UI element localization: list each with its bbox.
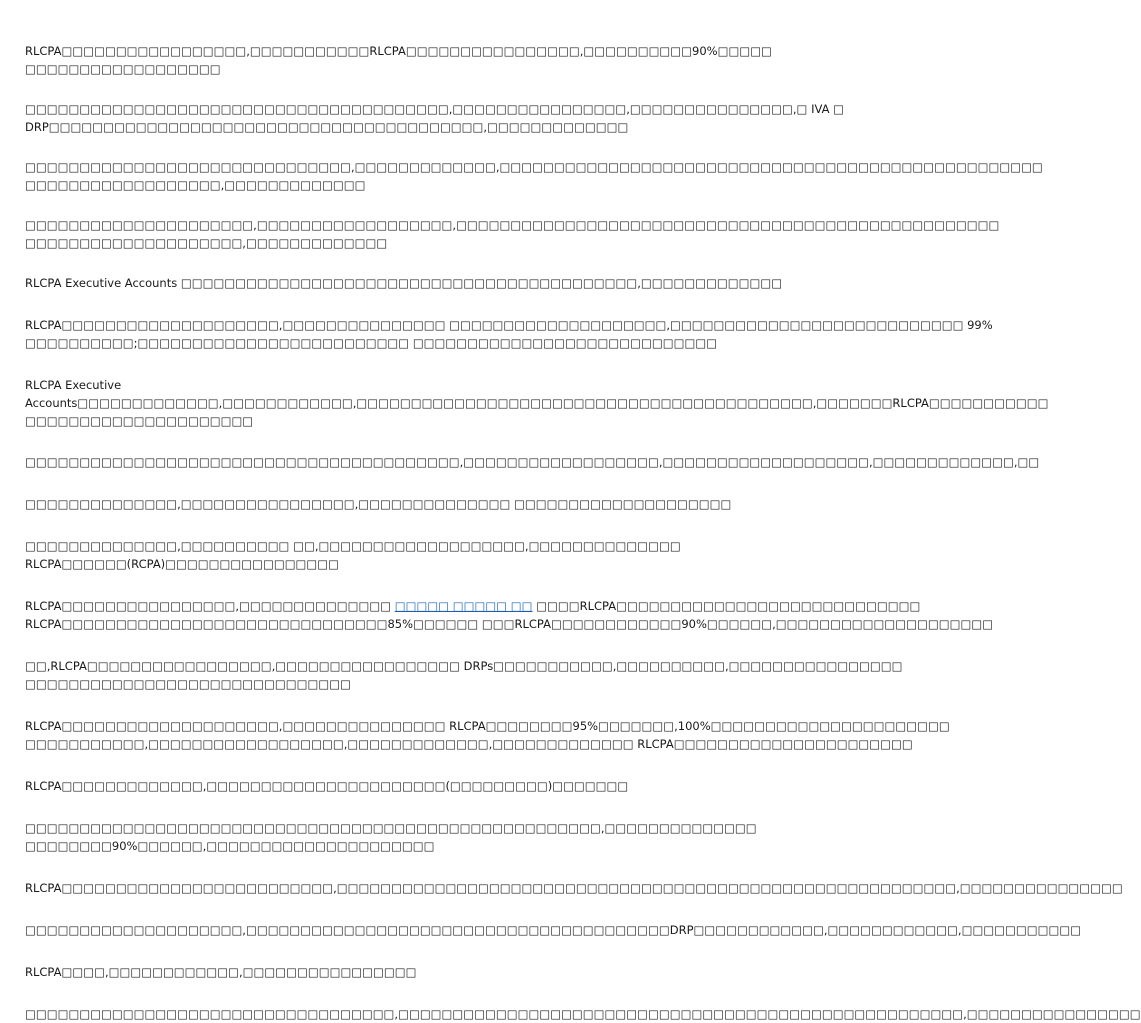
paragraph-line: RLCPA□□□□□□□□□□□□□□□□□,□□□□□□□□□□□RLCPA□□□□□□□□□□□□□□□□,□□□□□□□□□□90%□□□□□ <box>25 44 772 58</box>
paragraph-line: □□□□□□□□□□□□□□□□□□□□□□□□□□□□□□□□□□□□□□□,□□□□□□□□□□□□□□□□,□□□□□□□□□□□□□□□,□ IVA □ <box>25 102 844 116</box>
paragraph-3 <box>25 158 1043 194</box>
paragraph-line: □□□□□□□□□□□□□□□□□□□□,□□□□□□□□□□□□□ <box>25 236 388 250</box>
paragraph-line: □□□□□□□□□□□□□□□□□□□□□□□□□□□□□□□□□□□□□□□□□□□□□□□□□□□□□,□□□□□□□□□□□□□□ <box>25 821 757 835</box>
document-body <box>25 42 1141 1023</box>
paragraph-line: DRP□□□□□□□□□□□□□□□□□□□□□□□□□□□□□□□□□□□□□□□□,□□□□□□□□□□□□□ <box>25 120 629 134</box>
paragraph-13 <box>25 717 950 753</box>
paragraph-line: □□□□□□□□□□□□□□□□□□□□,□□□□□□□□□□□□□□□□□□□□□□□□□□□□□□□□□□□□□□□DRP□□□□□□□□□□□□,□□□□□□□□□□□□,□□□□□□□□□□□ <box>25 923 1082 937</box>
paragraph-line: □□□□□□□□□□□□□□□□□□,□□□□□□□□□□□□□ <box>25 178 366 192</box>
paragraph-line: RLCPA Executive <box>25 378 122 392</box>
paragraph-1 <box>25 42 772 78</box>
paragraph-18 <box>25 963 720 981</box>
paragraph-6 <box>25 316 993 352</box>
paragraph-line: □□,RLCPA□□□□□□□□□□□□□□□□□,□□□□□□□□□□□□□□□□□ DRPs□□□□□□□□□□□,□□□□□□□□□□,□□□□□□□□□□□□□□□□ <box>25 659 903 673</box>
paragraph-19 <box>25 1005 1141 1023</box>
paragraph-10 <box>25 537 720 573</box>
paragraph-4 <box>25 216 1000 252</box>
paragraph-16 <box>25 879 1123 897</box>
paragraph-line: RLCPA□□□□□□□□□□□□□,□□□□□□□□□□□□□□□□□□□□□□(□□□□□□□□□)□□□□□□□ <box>25 779 629 793</box>
paragraph-line: RLCPA□□□□□□(RCPA)□□□□□□□□□□□□□□□□ <box>25 557 340 571</box>
line-text: □□□□RLCPA□□□□□□□□□□□□□□□□□□□□□□□□□□□□ <box>532 599 921 613</box>
paragraph-line: RLCPA□□□□,□□□□□□□□□□□□,□□□□□□□□□□□□□□□□ <box>25 965 417 979</box>
paragraph-14 <box>25 777 720 795</box>
paragraph-8 <box>25 453 1040 471</box>
paragraph-12 <box>25 657 903 693</box>
paragraph-line: RLCPA□□□□□□□□□□□□□□□□□□□□□□□□□,□□□□□□□□□□□□□□□□□□□□□□□□□□□□□□□□□□□□□□□□□□□□□□□□□□□□□□□□□,□□□□□□□□□□□□□□□ <box>25 881 1123 895</box>
paragraph-15 <box>25 819 757 855</box>
paragraph-2 <box>25 100 844 136</box>
paragraph-9 <box>25 495 732 513</box>
paragraph-line: RLCPA□□□□□□□□□□□□□□□□□□□□,□□□□□□□□□□□□□□□ □□□□□□□□□□□□□□□□□□□□,□□□□□□□□□□□□□□□□□□□□□□□□□□□ 99% <box>25 318 993 332</box>
paragraph-line: □□□□□□□□90%□□□□□□,□□□□□□□□□□□□□□□□□□□□□ <box>25 839 435 853</box>
paragraph-line: □□□□□□□□□□□□□□,□□□□□□□□□□ □□,□□□□□□□□□□□□□□□□□□□,□□□□□□□□□□□□□□ <box>25 539 681 553</box>
paragraph-line: □□□□□□□□□□□□□□□□□□ <box>25 62 221 76</box>
paragraph-line: □□□□□□□□□□□□□□□□□□□□□,□□□□□□□□□□□□□□□□□□,□□□□□□□□□□□□□□□□□□□□□□□□□□□□□□□□□□□□□□□□□□□□□□□□□□ <box>25 218 1000 232</box>
paragraph-line: RLCPA Executive Accounts □□□□□□□□□□□□□□□□□□□□□□□□□□□□□□□□□□□□□□□□□□,□□□□□□□□□□□□□ <box>25 276 783 290</box>
paragraph-11 <box>25 597 994 633</box>
paragraph-5 <box>25 274 783 292</box>
paragraph-17 <box>25 921 1082 939</box>
paragraph-line: □□□□□□□□□□□□□□□□□□□□□□□□□□□□□□,□□□□□□□□□□□□□,□□□□□□□□□□□□□□□□□□□□□□□□□□□□□□□□□□□□□□□□□□□□□□□□□□ <box>25 160 1043 174</box>
paragraph-line: Accounts□□□□□□□□□□□□□,□□□□□□□□□□□□,□□□□□□□□□□□□□□□□□□□□□□□□□□□□□□□□□□□□□□□□□□,□□□□□□□RLCPA□□□□□□□□□□□ <box>25 396 1049 410</box>
paragraph-line: □□□□□□□□□□□□□□□□□□□□□ <box>25 414 254 428</box>
paragraph-line: □□□□□□□□□□□,□□□□□□□□□□□□□□□□□□,□□□□□□□□□□□□□,□□□□□□□□□□□□□ RLCPA□□□□□□□□□□□□□□□□□□□□□□ <box>25 737 913 751</box>
paragraph-line: □□□□□□□□□□□□□□□□□□□□□□□□□□□□□□ <box>25 677 351 691</box>
paragraph-line: □□□□□□□□□□□□□□□□□□□□□□□□□□□□□□□□□□,□□□□□□□□□□□□□□□□□□□□□□□□□□□□□□□□□□□□□□□□□□□□□□□□□□□□,□□□□□□□□□□□□□□□□ <box>25 1007 1141 1021</box>
line-text: RLCPA□□□□□□□□□□□□□□□□,□□□□□□□□□□□□□□ <box>25 599 395 613</box>
paragraph-line: RLCPA□□□□□□□□□□□□□□□□□□□□□□□□□□□□□□85%□□□□□□ □□□RLCPA□□□□□□□□□□□□90%□□□□□□,□□□□□□□□□□□□□□□□□□□□ <box>25 617 994 631</box>
inline-link[interactable]: □□□□□ □□□□□ □□ <box>394 599 533 613</box>
paragraph-line: RLCPA□□□□□□□□□□□□□□□□□□□□,□□□□□□□□□□□□□□□ RLCPA□□□□□□□□95%□□□□□□□,100%□□□□□□□□□□□□□□□□□□□□□□ <box>25 719 950 733</box>
paragraph-line: □□□□□□□□□□□□□□□□□□□□□□□□□□□□□□□□□□□□□□□□,□□□□□□□□□□□□□□□□□□,□□□□□□□□□□□□□□□□□□□,□□□□□□□□□□□□□,□□ <box>25 455 1040 469</box>
paragraph-line: □□□□□□□□□□□□□□,□□□□□□□□□□□□□□□□,□□□□□□□□□□□□□□ □□□□□□□□□□□□□□□□□□□□ <box>25 497 732 511</box>
paragraph-line <box>25 597 921 615</box>
paragraph-7 <box>25 376 1049 430</box>
paragraph-line: □□□□□□□□□□;□□□□□□□□□□□□□□□□□□□□□□□□□ □□□□□□□□□□□□□□□□□□□□□□□□□□□□ <box>25 336 718 350</box>
